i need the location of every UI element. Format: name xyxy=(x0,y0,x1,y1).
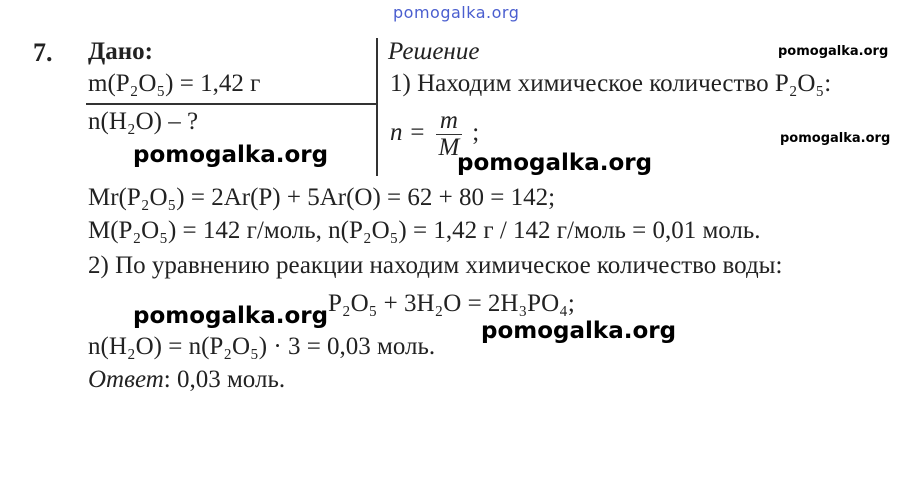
line-molar-mass: M(P₂O₅) = 142 г/моль, n(P₂O₅) = 1,42 г / 142 г/моль = 0,01 моль. xyxy=(88,217,761,244)
formula-lhs: n = xyxy=(390,119,426,147)
formula-denominator: M xyxy=(438,134,460,161)
step-2: 2) По уравнению реакции находим химическое количество воды: xyxy=(88,252,783,279)
given-divider xyxy=(86,103,376,105)
reaction-equation: P₂O₅ + 3H₂O = 2H₃PO₄; xyxy=(328,290,575,317)
find-quantity: n(H₂O) – ? xyxy=(88,108,199,135)
line-mr: Mr(P₂O₅) = 2Ar(P) + 5Ar(O) = 62 + 80 = 142; xyxy=(88,184,556,211)
problem-number: 7. xyxy=(33,38,53,67)
vertical-divider xyxy=(376,38,378,176)
watermark-right-1: pomogalka.org xyxy=(778,44,889,59)
result-line: n(H₂O) = n(P₂O₅) · 3 = 0,03 моль. xyxy=(88,333,436,360)
watermark-mid-2: pomogalka.org xyxy=(457,150,653,176)
formula-end: ; xyxy=(472,119,480,147)
watermark-mid-4: pomogalka.org xyxy=(481,318,677,344)
answer-value: : 0,03 моль. xyxy=(163,366,286,393)
solution-title: Решение xyxy=(388,38,480,65)
watermark-right-2: pomogalka.org xyxy=(780,131,891,146)
watermark-mid-3: pomogalka.org xyxy=(133,303,329,329)
answer-label: Ответ xyxy=(88,366,164,393)
step-1: 1) Находим химическое количество P₂O₅: xyxy=(390,70,832,97)
given-title: Дано: xyxy=(88,38,153,65)
answer xyxy=(88,366,285,394)
given-mass: m(P₂O₅) = 1,42 г xyxy=(88,70,261,97)
watermark-mid-1: pomogalka.org xyxy=(133,142,329,168)
watermark-top: pomogalka.org xyxy=(393,3,520,22)
formula-numerator: m xyxy=(436,108,462,135)
